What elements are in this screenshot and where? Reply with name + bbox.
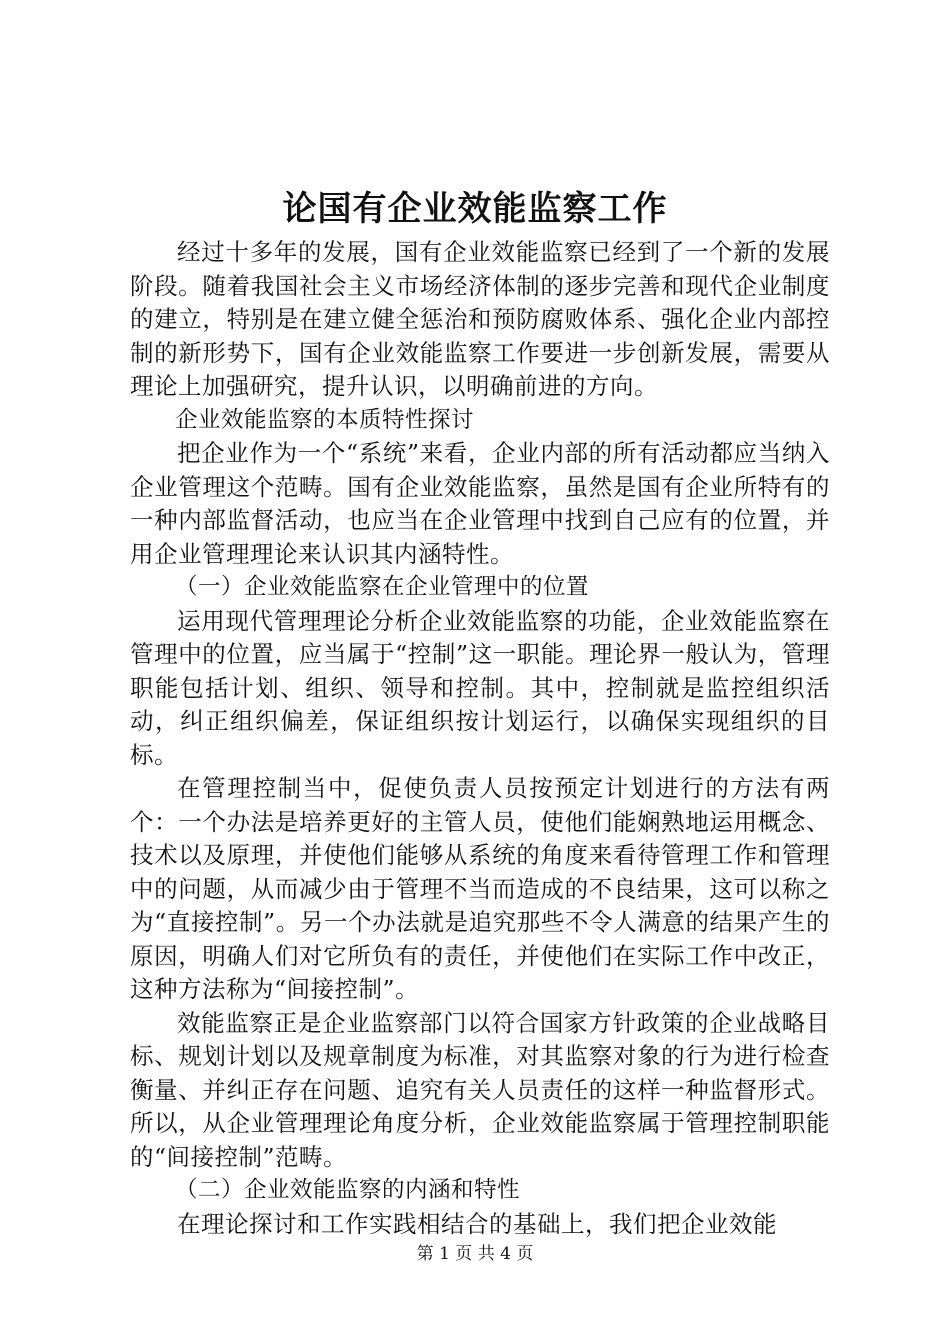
page-footer: 第 1 页 共 4 页 xyxy=(416,1244,534,1264)
paragraph-management-control: 在管理控制当中，促使负责人员按预定计划进行的方法有两个：一个办法是培养更好的主管人员，使他们能娴熟地运用概念、技术以及原理，并使他们能够从系统的角度来看待管理工作和管理中的问题，从而减少由于管理不当而造成的不良结果，这可以称之为“直接控制”。另一个办法就是追究那些不令人满意的结果产生的原因，明确人们对它所负有的责任，并使他们在实际工作中改正，这种方法称为“间接控制”。 xyxy=(130,774,830,1003)
subsection-heading-connotation: （二）企业效能监察的内涵和特性 xyxy=(175,1177,521,1203)
subsection-heading-position: （一）企业效能监察在企业管理中的位置 xyxy=(175,574,590,600)
document-title: 论国有企业效能监察工作 xyxy=(282,189,668,229)
paragraph-theory-practice: 在理论探讨和工作实践相结合的基础上，我们把企业效能 xyxy=(177,1209,777,1238)
paragraph-indirect-control: 效能监察正是企业监察部门以符合国家方针政策的企业战略目标、规划计划以及规章制度为标准，对其监察对象的行为进行检查衡量、并纠正存在问题、追究有关人员责任的这样一种监督形式。所以，从企业管理理论角度分析，企业效能监察属于管理控制职能的“间接控制”范畴。 xyxy=(130,1008,830,1171)
section-heading-nature: 企业效能监察的本质特性探讨 xyxy=(175,406,475,433)
paragraph-control-function: 运用现代管理理论分析企业效能监察的功能，企业效能监察在管理中的位置，应当属于“控制”这一职能。理论界一般认为，管理职能包括计划、组织、领导和控制。其中，控制就是监控组织活动，纠正组织偏差，保证组织按计划运行，以确保实现组织的目标。 xyxy=(130,606,830,769)
document-body xyxy=(130,236,830,1241)
paragraph-intro: 经过十多年的发展，国有企业效能监察已经到了一个新的发展阶段。随着我国社会主义市场经济体制的逐步完善和现代企业制度的建立，特别是在建立健全惩治和预防腐败体系、强化企业内部控制的新形势下，国有企业效能监察工作要进一步创新发展，需要从理论上加强研究，提升认识，以明确前进的方向。 xyxy=(130,238,830,400)
paragraph-system: 把企业作为一个“系统”来看，企业内部的所有活动都应当纳入企业管理这个范畴。国有企业效能监察，虽然是国有企业所特有的一种内部监督活动，也应当在企业管理中找到自己应有的位置，并用企业管理理论来认识其内涵特性。 xyxy=(130,439,830,568)
